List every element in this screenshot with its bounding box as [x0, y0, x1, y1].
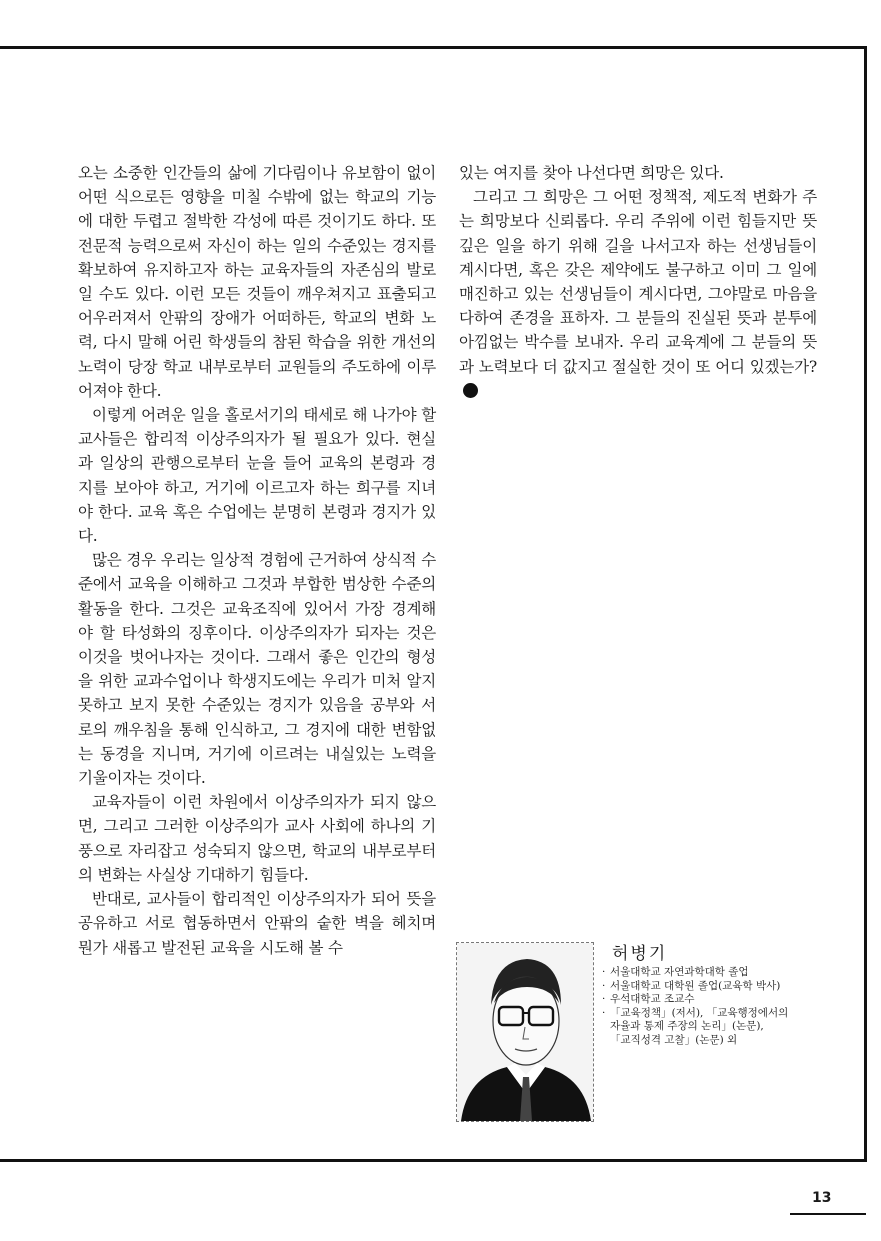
page-number-rule	[790, 1213, 866, 1215]
end-mark-icon	[463, 383, 478, 398]
paragraph: 이렇게 어려운 일을 홀로서기의 태세로 해 나가야 할 교사들은 합리적 이상주의자가 될 필요가 있다. 현실과 일상의 관행으로부터 눈을 들어 교육의 본령과 경지를 보아야 하고, 거기에 이르고자 하는 희구를 지녀야 한다. 교육 혹은 수업에는 분명히 본령과 경지가 있다.	[78, 406, 436, 546]
portrait-icon	[457, 943, 593, 1121]
bio-list	[602, 966, 818, 1048]
paragraph: 오는 소중한 인간들의 삶에 기다림이나 유보함이 없이 어떤 식으로든 영향을 미칠 수밖에 없는 학교의 기능에 대한 두렵고 절박한 각성에 따른 것이기도 하다. 또 전문적 능력으로써 자신이 하는 일의 수준있는 경지를 확보하여 유지하고자 하는 교육자들의 자존심의 발로일 수도 있다. 이런 모든 것들이 깨우쳐지고 표출되고 어우러져서 안팎의 장애가 어떠하든, 학교의 변화 노력, 다시 말해 어린 학생들의 참된 학습을 위한 개선의 노력이 당장 학교 내부로부터 교원들의 주도하에 이루어져야 한다.	[78, 164, 436, 400]
author-name: 허병기	[612, 944, 668, 964]
frame-top-rule	[0, 46, 866, 49]
frame-bottom-rule	[0, 1159, 867, 1162]
paragraph: 있는 여지를 찾아 나선다면 희망은 있다.	[459, 164, 724, 182]
paragraph: 반대로, 교사들이 합리적인 이상주의자가 되어 뜻을 공유하고 서로 협동하면서 안팎의 숱한 벽을 헤치며 뭔가 새롭고 발전된 교육을 시도해 볼 수	[78, 890, 436, 957]
paragraph: 많은 경우 우리는 일상적 경험에 근거하여 상식적 수준에서 교육을 이해하고 그것과 부합한 범상한 수준의 활동을 한다. 그것은 교육조직에 있어서 가장 경계해야 할 타성화의 징후이다. 이상주의자가 되자는 것은 이것을 벗어나자는 것이다. 그래서 좋은 인간의 형성을 위한 교과수업이나 학생지도에는 우리가 미처 알지 못하고 보지 못한 수준있는 경지가 있음을 공부와 서로의 깨우침을 통해 인식하고, 그 경지에 대한 변함없는 동경을 지니며, 거기에 이르려는 내실있는 노력을 기울이자는 것이다.	[78, 551, 436, 788]
right-column	[459, 161, 817, 403]
author-photo	[456, 942, 594, 1122]
bio-item: · 서울대학교 자연과학대학 졸업	[602, 966, 818, 980]
bio-item: 자율과 통제 주장의 논리」(논문),	[610, 1020, 764, 1033]
paragraph: 교육자들이 이런 차원에서 이상주의자가 되지 않으면, 그리고 그러한 이상주의가 교사 사회에 하나의 기풍으로 자리잡고 성숙되지 않으면, 학교의 내부로부터의 변화는 사실상 기대하기 힘들다.	[78, 793, 436, 884]
bio-item: · 서울대학교 대학원 졸업(교육학 박사)	[602, 980, 818, 994]
author-bio	[602, 944, 818, 1048]
author-profile	[456, 942, 816, 1120]
paragraph	[459, 185, 817, 403]
bio-item: 「교직성격 고찰」(논문) 외	[610, 1033, 738, 1046]
frame-right-rule	[864, 46, 867, 1162]
bio-item: · 「교육정책」(저서), 「교육행정에서의	[602, 1007, 818, 1021]
paragraph-text: 그리고 그 희망은 그 어떤 정책적, 제도적 변화가 주는 희망보다 신뢰롭다. 우리 주위에 이런 힘들지만 뜻깊은 일을 하기 위해 길을 나서고자 하는 선생님들이 계시다면, 혹은 갖은 제약에도 불구하고 이미 그 일에 매진하고 있는 선생님들이 계시다면, 그야말로 마음을 다하여 존경을 표하자. 그 분들의 진실된 뜻과 분투에 아낌없는 박수를 보내자. 우리 교육계에 그 분들의 뜻과 노력보다 더 값지고 절실한 것이 또 어디 있겠는가?	[459, 188, 817, 376]
bio-item: · 우석대학교 조교수	[602, 993, 818, 1007]
page-number: 13	[812, 1190, 832, 1206]
left-column	[78, 161, 436, 960]
